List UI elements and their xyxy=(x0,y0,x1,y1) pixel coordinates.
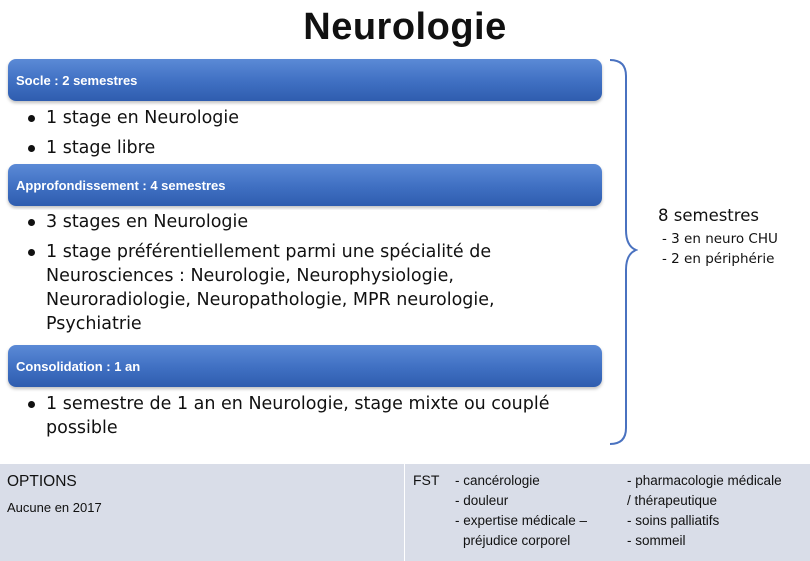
phase-header-socle: Socle : 2 semestres xyxy=(8,59,602,101)
fst-column-2 xyxy=(627,471,782,551)
fst-item: - cancérologie xyxy=(455,473,540,488)
phase-list-socle xyxy=(8,106,602,166)
list-item: 3 stages en Neurologie xyxy=(8,210,548,234)
fst-item: - expertise médicale – xyxy=(455,513,588,528)
fst-item: - pharmacologie médicale xyxy=(627,473,782,488)
total-semesters: 8 semestres xyxy=(658,206,759,225)
fst-item: - sommeil xyxy=(627,533,686,548)
summary-detail: - 3 en neuro CHU xyxy=(662,231,778,247)
phase-header-consolidation: Consolidation : 1 an xyxy=(8,345,602,387)
list-item: 1 semestre de 1 an en Neurologie, stage mixte ou couplé possible xyxy=(8,392,568,440)
fst-item: - soins palliatifs xyxy=(627,513,720,528)
fst-panel xyxy=(405,464,810,561)
options-value: Aucune en 2017 xyxy=(7,500,102,515)
phase-list-consolidation xyxy=(8,392,568,446)
fst-label: FST xyxy=(413,472,440,488)
curly-brace-icon xyxy=(608,58,638,446)
options-label: OPTIONS xyxy=(7,473,77,490)
semester-summary xyxy=(658,206,778,269)
page-title: Neurologie xyxy=(303,6,507,48)
bottom-panel xyxy=(0,464,810,561)
summary-detail: - 2 en périphérie xyxy=(662,251,775,267)
list-item: 1 stage libre xyxy=(8,136,602,160)
fst-item: préjudice corporel xyxy=(463,533,571,548)
list-item: 1 stage préférentiellement parmi une spécialité de Neurosciences : Neurologie, Neurophysiologie, Neuroradiologie, Neuropathologie, MPR neurologie, Psychiatrie xyxy=(8,240,548,336)
phase-header-approfondissement: Approfondissement : 4 semestres xyxy=(8,164,602,206)
list-item: 1 stage en Neurologie xyxy=(8,106,602,130)
fst-item: - douleur xyxy=(455,493,509,508)
fst-item: / thérapeutique xyxy=(627,493,718,508)
options-panel xyxy=(0,464,405,561)
phase-list-approfondissement xyxy=(8,210,548,342)
fst-column-1 xyxy=(455,471,587,551)
